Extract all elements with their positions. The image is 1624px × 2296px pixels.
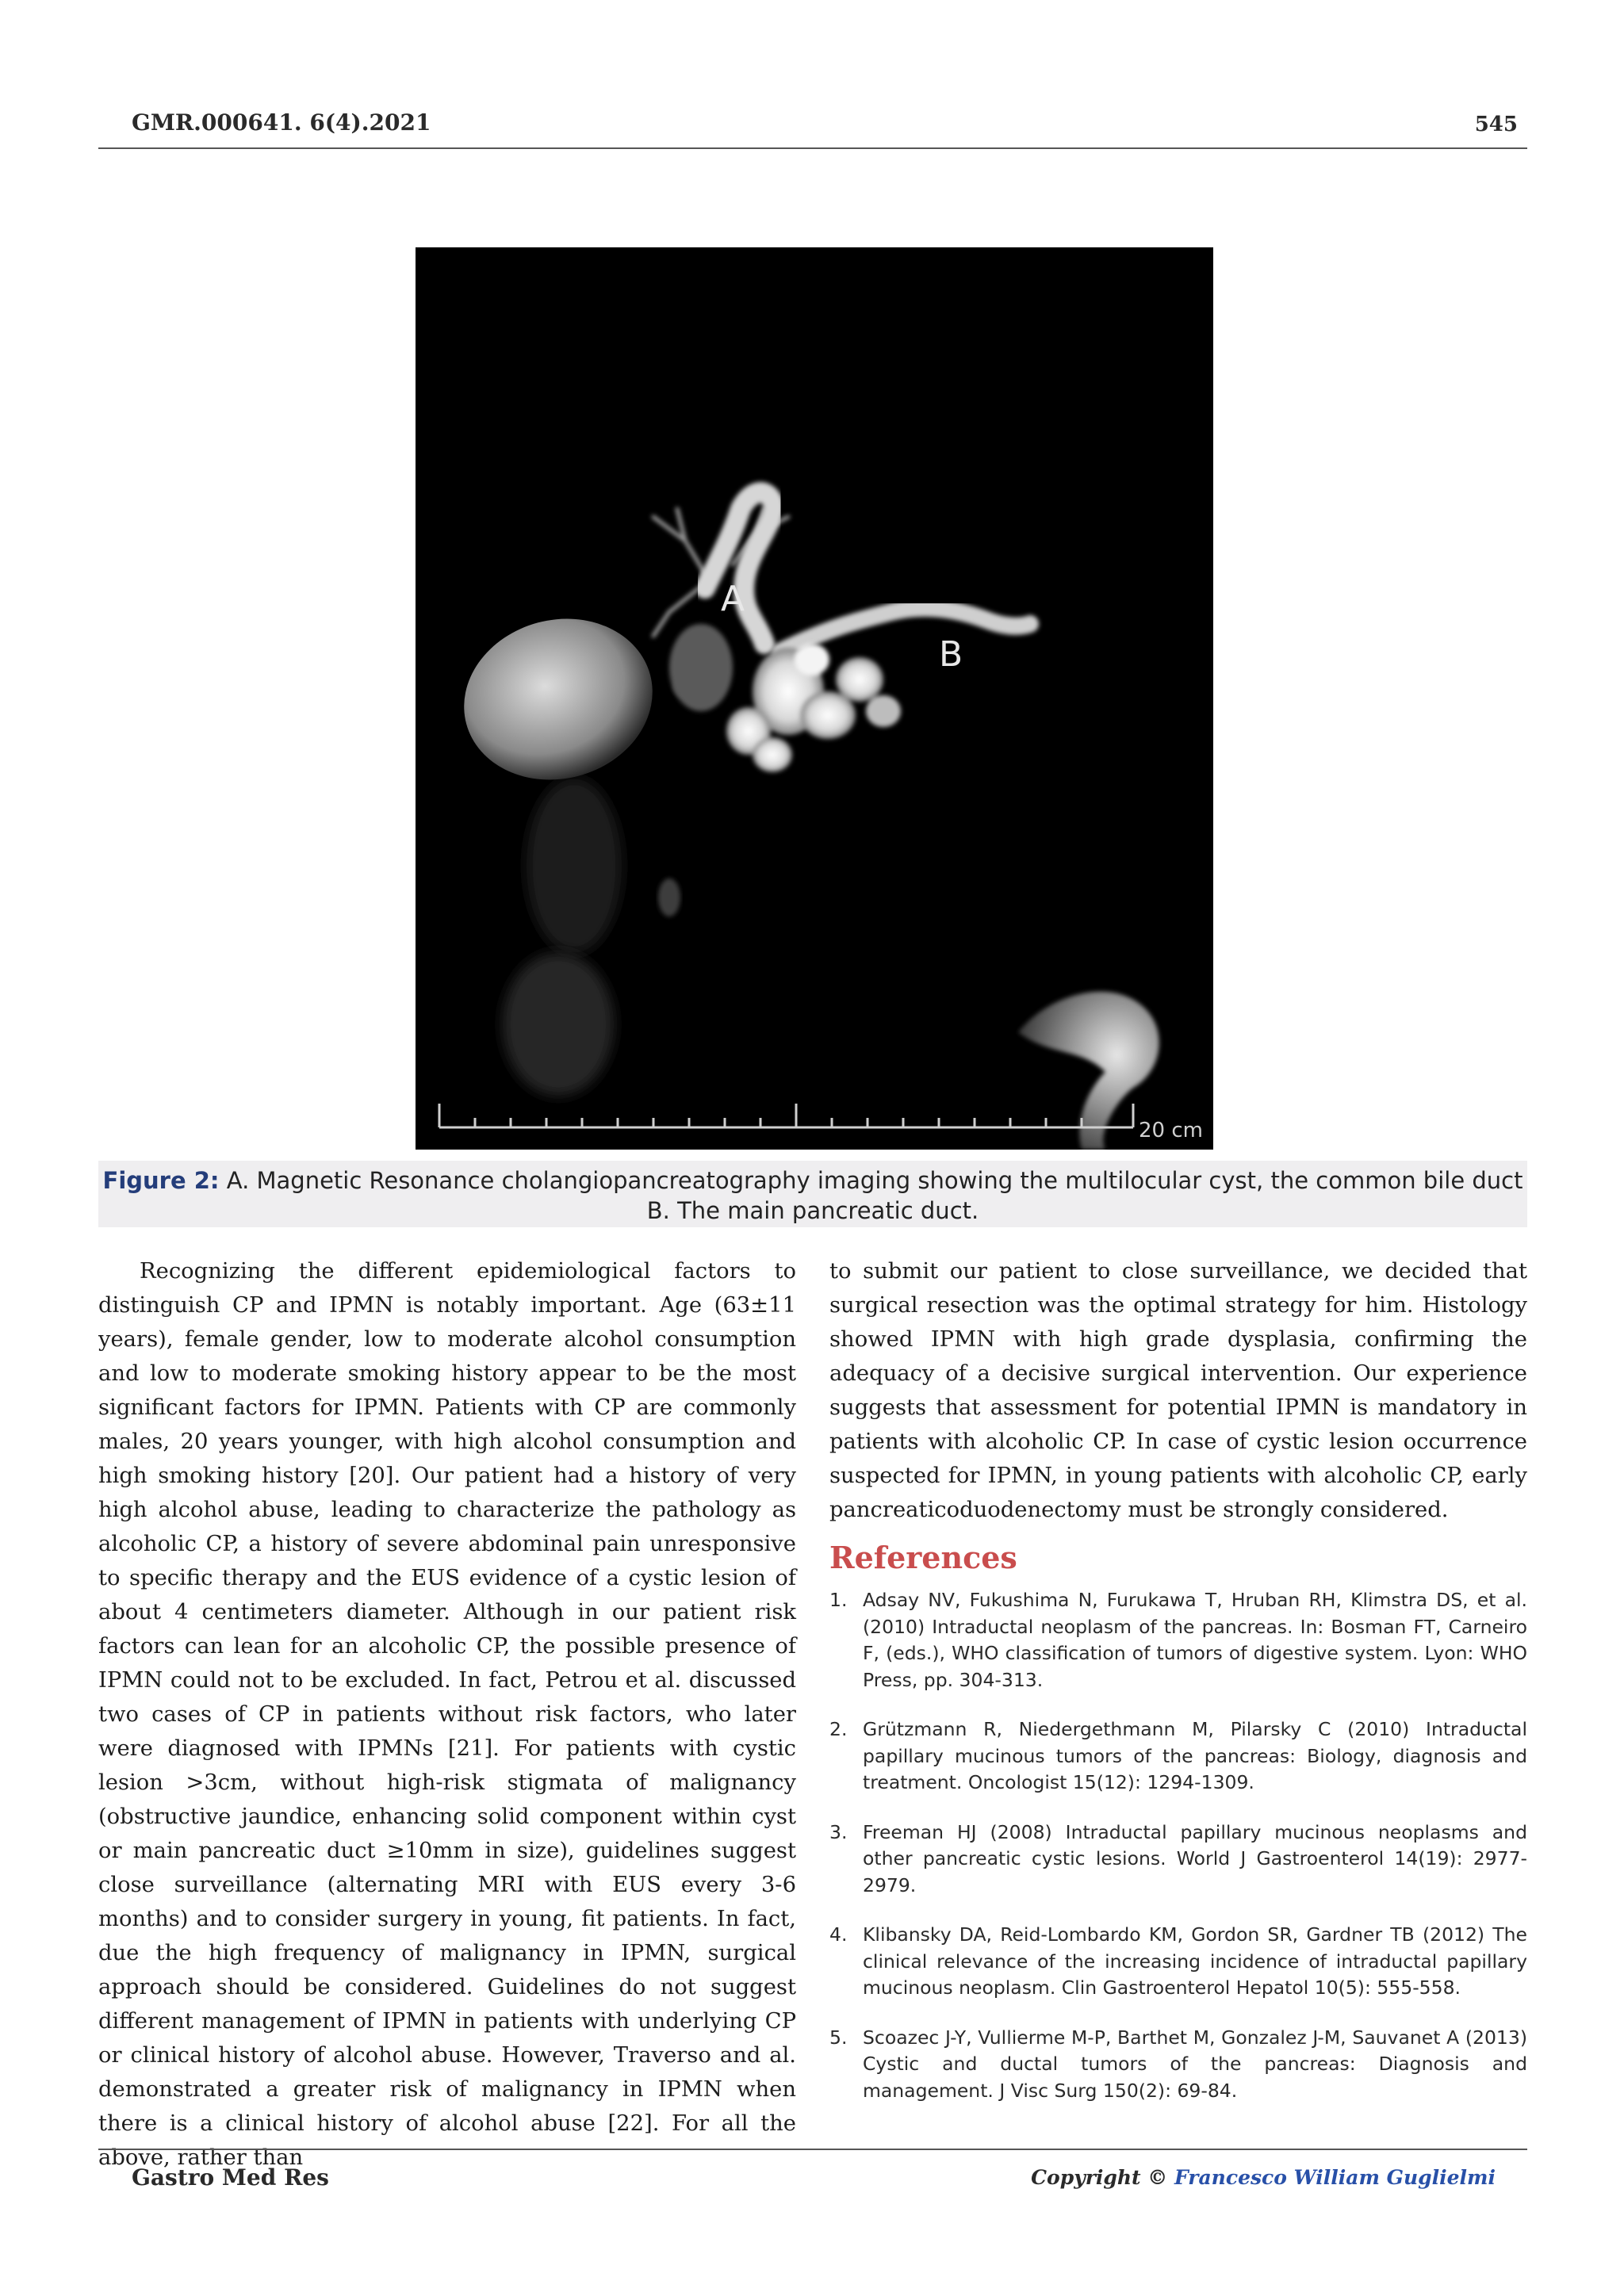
figure-label-b: B <box>939 634 963 675</box>
reference-item: 1. Adsay NV, Fukushima N, Furukawa T, Hruban RH, Klimstra DS, et al. (2010) Intraductal neoplasm of the pancreas. In: Bosman FT, Carneiro F, (eds.), WHO classification of tumors of digestive system. Lyon: WHO Press, pp. 304-313. <box>829 1589 1527 1691</box>
references-list <box>829 1587 1527 2127</box>
body-left-column: Recognizing the different epidemiological factors to distinguish CP and IPMN is notably important. Age (63±11 years), female gender, low to moderate alcohol consumption and low to moderate smoking history appear to be the most significant factors for IPMN. Patients with CP are commonly males, 20 years younger, with high alcohol consumption and high smoking history [20]. Our patient had a history of very high alcohol abuse, leading to characterize the pathology as alcoholic CP, a history of severe abdominal pain unresponsive to specific therapy and the EUS evidence of a cystic lesion of about 4 centimeters diameter. Although in our patient risk factors can lean for an alcoholic CP, the possible presence of IPMN could not to be excluded. In fact, Petrou et al. discussed two cases of CP in patients without risk factors, who later were diagnosed with IPMNs [21]. For patients with cystic lesion >3cm, without high-risk stigmata of malignancy (obstructive jaundice, enhancing solid component within cyst or main pancreatic duct ≥10mm in size), guidelines suggest close surveillance (alternating MRI with EUS every 3-6 months) and to consider surgery in young, fit patients. In fact, due the high frequency of malignancy in IPMN, surgical approach should be considered. Guidelines do not suggest different management of IPMN in patients with underlying CP or clinical history of alcohol abuse. However, Traverso and al. demonstrated a greater risk of malignancy in IPMN when there is a clinical history of alcohol abuse [22]. For all the above, rather than <box>98 1259 796 2170</box>
footer-copyright: Copyright © Francesco William Guglielmi <box>1031 2166 1496 2189</box>
figure-label-a: A <box>721 579 745 619</box>
reference-item: 5. Scoazec J-Y, Vullierme M-P, Barthet M, Gonzalez J-M, Sauvanet A (2013) Cystic and ductal tumors of the pancreas: Diagnosis and management. J Visc Surg 150(2): 69-84. <box>829 2026 1527 2102</box>
references-heading: References <box>829 1540 1017 1575</box>
mrcp-scan-illustration <box>416 247 1213 1150</box>
scale-label: 20 cm <box>1139 1119 1203 1142</box>
figure-caption-label: Figure 2: <box>102 1167 220 1194</box>
reference-item: 3. Freeman HJ (2008) Intraductal papillary mucinous neoplasms and other pancreatic cystic lesions. World J Gastroenterol 14(19): 2977-2979. <box>829 1820 1527 1896</box>
reference-item: 2. Grützmann R, Niedergethmann M, Pilarsky C (2010) Intraductal papillary mucinous tumors of the pancreas: Biology, diagnosis and treatment. Oncologist 15(12): 1294-1309. <box>829 1718 1527 1793</box>
body-right-column: to submit our patient to close surveillance, we decided that surgical resection was the optimal strategy for him. Histology showed IPMN with high grade dysplasia, confirming the adequacy of a decisive surgical intervention. Our experience suggests that assessment for potential IPMN is mandatory in patients with alcoholic CP. In case of cystic lesion occurrence suspected for IPMN, in young patients with alcoholic CP, early pancreaticoduodenectomy must be strongly considered. <box>829 1259 1527 1522</box>
page-header <box>98 106 1527 149</box>
page-number: 545 <box>1474 113 1518 136</box>
page-footer <box>98 2149 1527 2191</box>
footer-journal-name: Gastro Med Res <box>132 2164 329 2191</box>
journal-id: GMR.000641. 6(4).2021 <box>132 109 431 136</box>
mrcp-figure-image <box>416 247 1213 1150</box>
figure-caption-text: A. Magnetic Resonance cholangiopancreatography imaging showing the multilocular cyst, the common bile duct B. The main pancreatic duct. <box>226 1167 1523 1224</box>
footer-author-link[interactable]: Francesco William Guglielmi <box>1174 2166 1496 2189</box>
figure-caption <box>98 1161 1527 1227</box>
reference-item: 4. Klibansky DA, Reid-Lombardo KM, Gordon SR, Gardner TB (2012) The clinical relevance of the increasing incidence of intraductal papillary mucinous neoplasm. Clin Gastroenterol Hepatol 10(5): 555-558. <box>829 1923 1527 1999</box>
